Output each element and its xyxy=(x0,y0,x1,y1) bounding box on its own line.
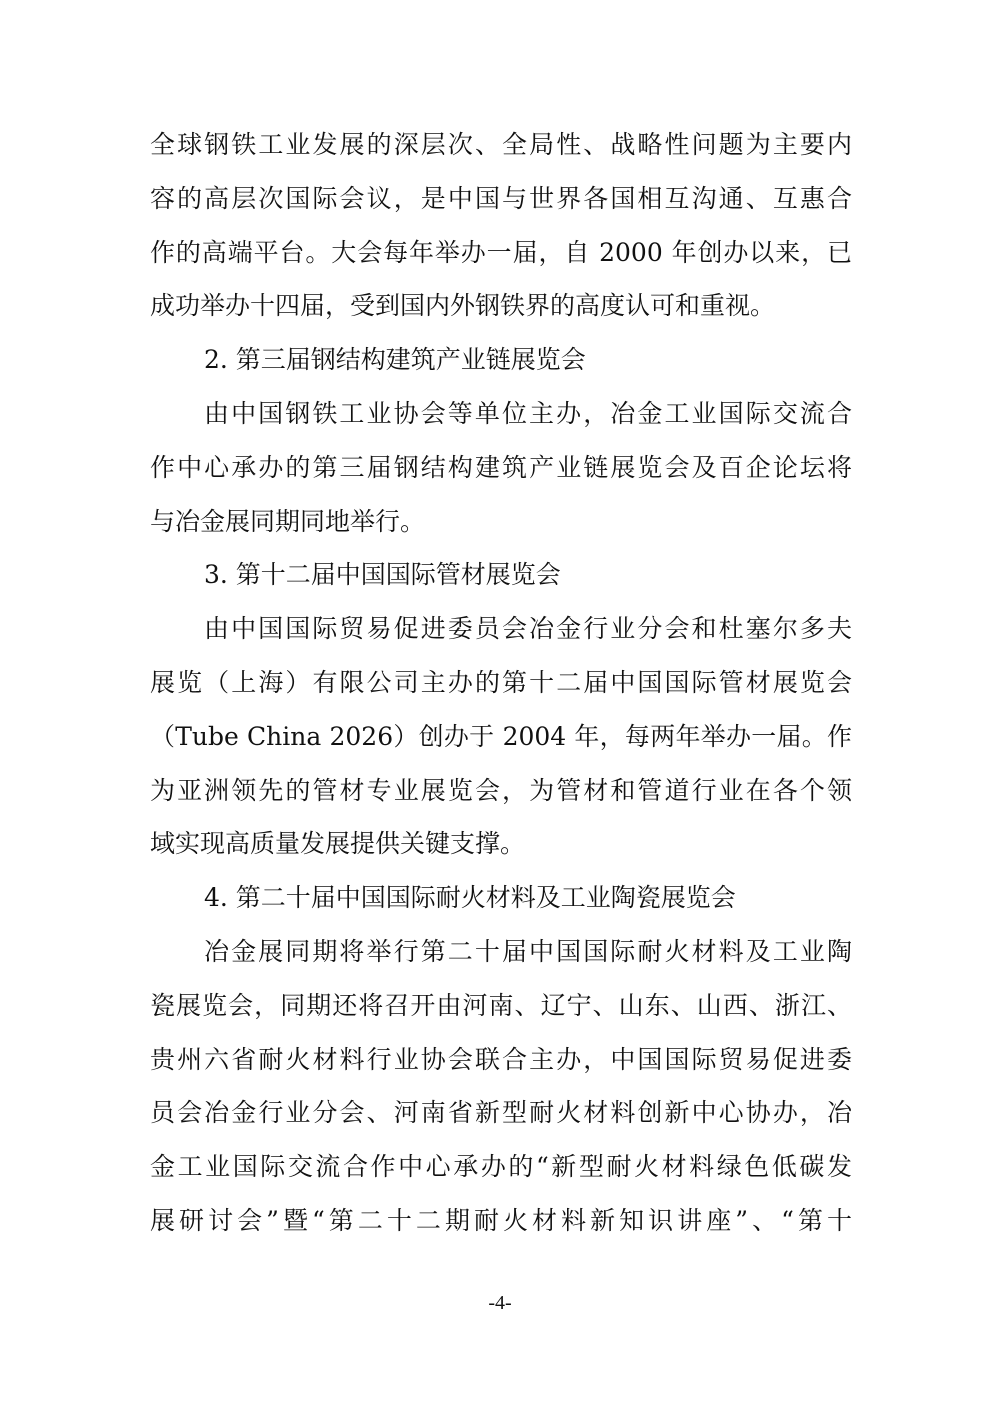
text-line: 与冶金展同期同地举行。 xyxy=(150,506,426,536)
document-body xyxy=(150,118,852,1248)
text-line: 金工业国际交流合作中心承办的“新型耐火材料绿色低碳发 xyxy=(150,1152,852,1182)
text-line: 由中国钢铁工业协会等单位主办，冶金工业国际交流合 xyxy=(204,398,852,428)
text-line: 冶金展同期将举行第二十届中国国际耐火材料及工业陶 xyxy=(204,936,852,966)
text-line: 容的高层次国际会议，是中国与世界各国相互沟通、互惠合 xyxy=(150,183,852,213)
section-heading: 4. 第二十届中国国际耐火材料及工业陶瓷展览会 xyxy=(204,883,736,913)
text-line: 为亚洲领先的管材专业展览会，为管材和管道行业在各个领 xyxy=(150,775,852,805)
text-line: 展览（上海）有限公司主办的第十二届中国国际管材展览会 xyxy=(150,667,852,697)
text-line: 瓷展览会，同期还将召开由河南、辽宁、山东、山西、浙江、 xyxy=(150,990,852,1020)
text-line: 域实现高质量发展提供关键支撑。 xyxy=(150,829,526,859)
text-line: 作中心承办的第三届钢结构建筑产业链展览会及百企论坛将 xyxy=(150,452,852,482)
text-line: 全球钢铁工业发展的深层次、全局性、战略性问题为主要内 xyxy=(150,130,852,159)
page-number: -4- xyxy=(488,1292,512,1314)
text-line: 员会冶金行业分会、河南省新型耐火材料创新中心协办，冶 xyxy=(150,1098,852,1128)
text-line: 成功举办十四届，受到国内外钢铁界的高度认可和重视。 xyxy=(150,291,776,321)
section-heading: 3. 第十二届中国国际管材展览会 xyxy=(204,560,561,590)
text-line: 由中国国际贸易促进委员会冶金行业分会和杜塞尔多夫 xyxy=(204,614,852,644)
text-line: 作的高端平台。大会每年举办一届，自 2000 年创办以来，已 xyxy=(150,237,852,267)
section-heading: 2. 第三届钢结构建筑产业链展览会 xyxy=(204,345,586,375)
text-line: 展研讨会”暨“第二十二期耐火材料新知识讲座”、“第十 xyxy=(150,1205,852,1235)
text-line: 贵州六省耐火材料行业协会联合主办，中国国际贸易促进委 xyxy=(150,1044,852,1074)
text-line: （Tube China 2026）创办于 2004 年，每两年举办一届。作 xyxy=(150,721,852,751)
